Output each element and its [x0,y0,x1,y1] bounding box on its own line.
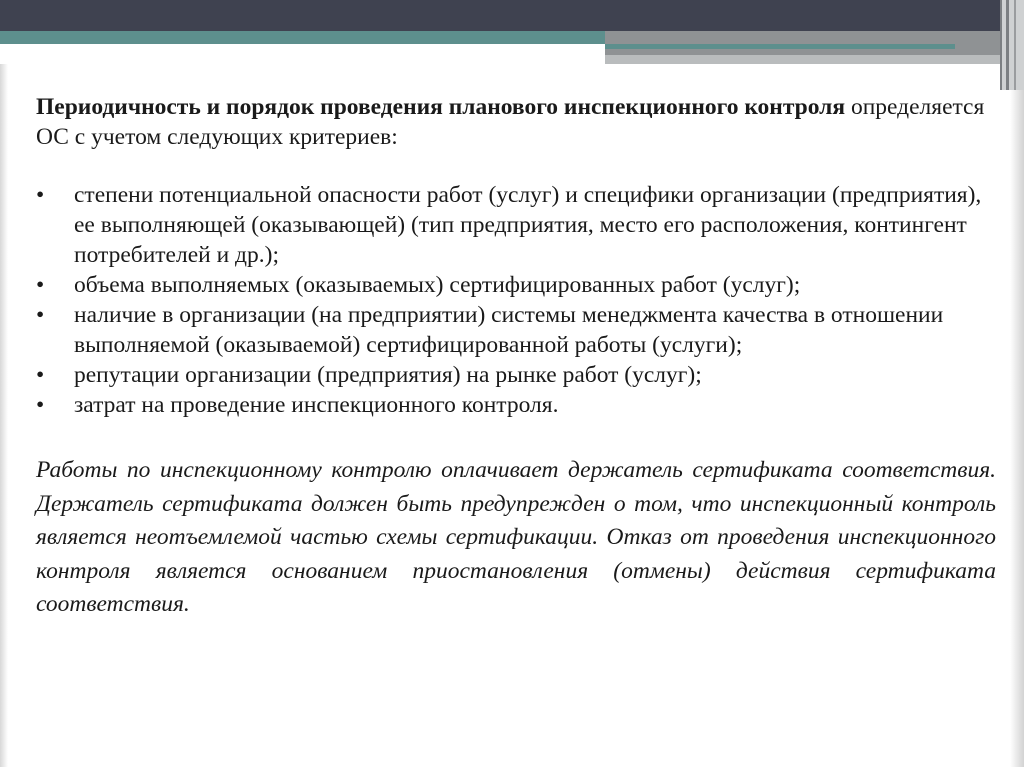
bullet-icon: • [36,392,45,418]
list-item-text: объема выполняемых (оказываемых) сертифицированных работ (услуг); [74,272,801,298]
header-stripe [1006,0,1009,90]
list-item-text: наличие в организации (на предприятии) системы менеджмента качества в отношении выполняемой (оказываемой) сертифицированной работы (услуги); [74,302,944,358]
intro-text: определяется ОС с учетом следующих критериев: [36,94,985,150]
slide-content [36,92,996,622]
header-right-strip [1000,0,1024,90]
bullet-icon: • [36,362,45,388]
header-accent-band [0,31,605,44]
bullet-icon: • [36,272,45,298]
header-grey-band-lower [605,55,1000,64]
bullet-icon: • [36,182,45,208]
list-item-text: репутации организации (предприятия) на рынке работ (услуг); [74,362,702,388]
intro-paragraph [36,92,996,152]
criteria-list [36,180,996,420]
list-item [36,390,996,420]
left-edge-shadow [0,64,8,767]
list-item [36,300,996,360]
bullet-icon: • [36,302,45,328]
list-item [36,360,996,390]
header-stripe [1000,0,1002,90]
list-item [36,180,996,270]
header-accent-line [605,44,955,49]
list-item-text: степени потенциальной опасности работ (услуг) и специфики организации (предприятия), ее выполняющей (оказывающей) (тип предприятия, место его расположения, контингент потребителей и др.); [74,182,982,268]
header-stripe [1014,0,1016,90]
right-edge-shadow [1010,90,1024,767]
header-grey-band [605,31,1000,55]
header-bar [0,0,1024,31]
list-item [36,270,996,300]
intro-bold-text: Периодичность и порядок проведения планового инспекционного контроля [36,94,846,120]
payment-note: Работы по инспекционному контролю оплачивает держатель сертификата соответствия. Держатель сертификата должен быть предупрежден о том, что инспекционный контроль является неотъемлемой частью схемы сертификации. Отказ от проведения инспекционного контроля является основанием приостановления (отмены) действия сертификата соответствия. [36,457,996,617]
list-item-text: затрат на проведение инспекционного контроля. [74,392,559,418]
